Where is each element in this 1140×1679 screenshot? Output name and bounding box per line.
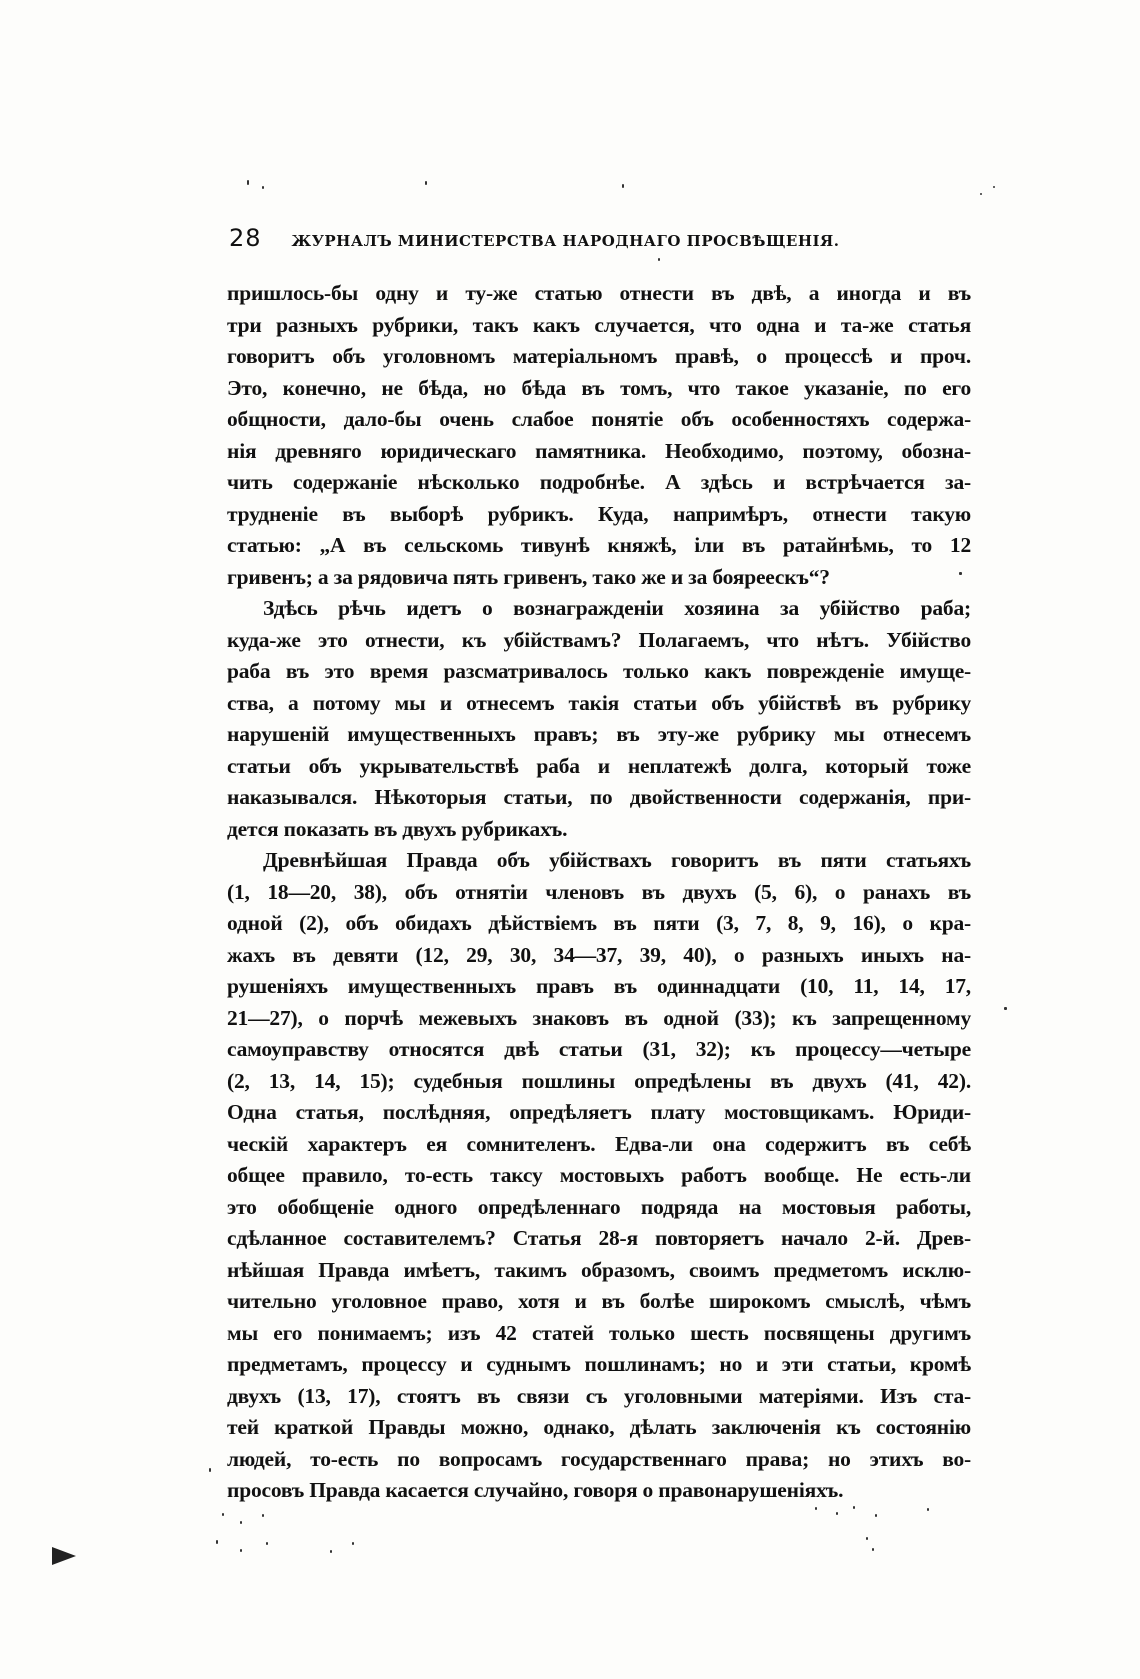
scan-speck bbox=[1004, 1007, 1007, 1010]
scan-speck bbox=[815, 1507, 817, 1510]
text-line: гривенъ; а за рядовича пять гривенъ, тако же и за бояреескъ“? bbox=[227, 564, 830, 589]
scan-speck bbox=[352, 1542, 354, 1545]
text-line: ческій характеръ ея сомнителенъ. Едва-ли она содержитъ въ себѣ bbox=[227, 1131, 971, 1156]
text-line: чить содержаніе нѣсколько подробнѣе. А здѣсь и встрѣчается за- bbox=[227, 470, 971, 494]
scan-speck bbox=[622, 184, 624, 188]
text-line: три разныхъ рубрики, такъ какъ случается, что одна и та-же статья bbox=[227, 312, 971, 337]
text-line: чительно уголовное право, хотя и въ болѣе широкомъ смыслѣ, чѣмъ bbox=[227, 1289, 971, 1313]
scan-speck bbox=[262, 1514, 264, 1517]
text-line: предметамъ, процессу и суднымъ пошлинамъ; но и эти статьи, кромѣ bbox=[227, 1352, 971, 1376]
body-text bbox=[227, 278, 971, 1507]
scan-speck bbox=[425, 181, 427, 185]
text-line: (1, 18—20, 38), объ отнятіи членовъ въ двухъ (5, 6), о ранахъ въ bbox=[227, 879, 971, 904]
scan-speck bbox=[872, 1548, 874, 1551]
scan-speck bbox=[927, 1508, 929, 1511]
scan-speck bbox=[875, 1514, 877, 1517]
text-line: жахъ въ девяти (12, 29, 30, 34—37, 39, 40), о разныхъ иныхъ на- bbox=[227, 942, 971, 967]
scan-speck bbox=[836, 1512, 838, 1515]
scan-speck bbox=[209, 1468, 211, 1472]
page-number: 28 bbox=[229, 224, 262, 252]
text-line: общее правило, то-есть таксу мостовыхъ работъ вообще. Не есть-ли bbox=[227, 1163, 971, 1187]
text-line: самоуправству относятся двѣ статьи (31, 32); къ процессу—четыре bbox=[227, 1037, 971, 1061]
text-line: нарушеній имущественныхъ правъ; въ эту-же рубрику мы отнесемъ bbox=[227, 722, 971, 746]
text-line: людей, то-есть по вопросамъ государственнаго права; но этихъ во- bbox=[227, 1446, 971, 1471]
scan-speck bbox=[247, 180, 249, 185]
text-line: общности, дало-бы очень слабое понятіе объ особенностяхъ содержа- bbox=[227, 407, 971, 431]
scan-speck bbox=[240, 1549, 242, 1552]
scan-speck bbox=[853, 1506, 855, 1509]
text-line: пришлось-бы одну и ту-же статью отнести въ двѣ, а иногда и въ bbox=[227, 281, 971, 305]
scan-speck bbox=[240, 1521, 242, 1524]
text-line: мы его понимаемъ; изъ 42 статей только шесть посвящены другимъ bbox=[227, 1320, 971, 1345]
text-line: дется показать въ двухъ рубрикахъ. bbox=[227, 816, 568, 841]
text-line: куда-же это отнести, къ убійствамъ? Полагаемъ, что нѣтъ. Убійство bbox=[227, 627, 971, 652]
text-line: наказывался. Нѣкоторыя статьи, по двойственности содержанія, при- bbox=[227, 785, 971, 809]
running-head bbox=[229, 224, 871, 254]
scan-speck bbox=[658, 258, 660, 261]
scan-speck bbox=[330, 1550, 332, 1553]
text-line: статью: „А въ сельскомь тивунѣ княжѣ, іли въ ратайнѣмь, то 12 bbox=[227, 533, 971, 557]
text-line: нія древняго юридическаго памятника. Необходимо, поэтому, обозна- bbox=[227, 438, 971, 463]
text-line: нѣйшая Правда имѣетъ, такимъ образомъ, своимъ предметомъ исклю- bbox=[227, 1257, 971, 1282]
text-line: раба въ это время разсматривалось только какъ поврежденіе имуще- bbox=[227, 659, 971, 683]
paragraph-start-line: Древнѣйшая Правда объ убійствахъ говоритъ въ пяти статьяхъ bbox=[263, 848, 971, 872]
text-line: (2, 13, 14, 15); судебныя пошлины опредѣлены въ двухъ (41, 42). bbox=[227, 1068, 971, 1093]
scan-speck bbox=[262, 186, 264, 189]
page-arrow-mark bbox=[52, 1547, 76, 1565]
text-line: Это, конечно, не бѣда, но бѣда въ томъ, что такое указаніе, по его bbox=[227, 375, 971, 400]
text-line: сдѣланное составителемъ? Статья 28-я повторяетъ начало 2-й. Древ- bbox=[227, 1226, 971, 1250]
text-line: 21—27), о порчѣ межевыхъ знаковъ въ одной (33); къ запрещенному bbox=[227, 1005, 971, 1030]
scan-speck bbox=[959, 572, 962, 575]
text-line: трудненіе въ выборѣ рубрикъ. Куда, напримѣръ, отнести такую bbox=[227, 501, 971, 526]
text-line: рушеніяхъ имущественныхъ правъ въ одиннадцати (10, 11, 14, 17, bbox=[227, 974, 971, 998]
text-line: это обобщеніе одного опредѣленнаго подряда на мостовыя работы, bbox=[227, 1194, 971, 1219]
text-line: тей краткой Правды можно, однако, дѣлать заключенія къ состоянію bbox=[227, 1415, 971, 1439]
journal-title: ЖУРНАЛЪ МИНИСТЕРСТВА НАРОДНАГО ПРОСВѢЩЕНІЯ. bbox=[291, 232, 840, 250]
text-line: одной (2), объ обидахъ дѣйствіемъ въ пяти (3, 7, 8, 9, 16), о кра- bbox=[227, 911, 971, 935]
text-line: ства, а потому мы и отнесемъ такія статьи объ убійствѣ въ рубрику bbox=[227, 690, 971, 715]
text-line: говоритъ объ уголовномъ матеріальномъ правѣ, о процессѣ и проч. bbox=[227, 344, 971, 368]
text-line: просовъ Правда касается случайно, говоря о правонарушеніяхъ. bbox=[227, 1478, 844, 1502]
scan-speck bbox=[993, 186, 995, 188]
text-line: двухъ (13, 17), стоятъ въ связи съ уголовными матеріями. Изъ ста- bbox=[227, 1383, 971, 1408]
scan-speck bbox=[266, 1542, 268, 1545]
text-line: Одна статья, послѣдняя, опредѣляетъ плату мостовщикамъ. Юриди- bbox=[227, 1100, 971, 1124]
text-line: статьи объ укрывательствѣ раба и неплатежѣ долга, который тоже bbox=[227, 753, 971, 778]
paragraph-start-line: Здѣсь рѣчь идетъ о вознагражденіи хозяина за убійство раба; bbox=[263, 596, 971, 620]
scan-speck bbox=[980, 193, 982, 195]
scan-speck bbox=[866, 1537, 868, 1540]
scan-speck bbox=[216, 1540, 218, 1544]
scan-speck bbox=[222, 1513, 224, 1516]
